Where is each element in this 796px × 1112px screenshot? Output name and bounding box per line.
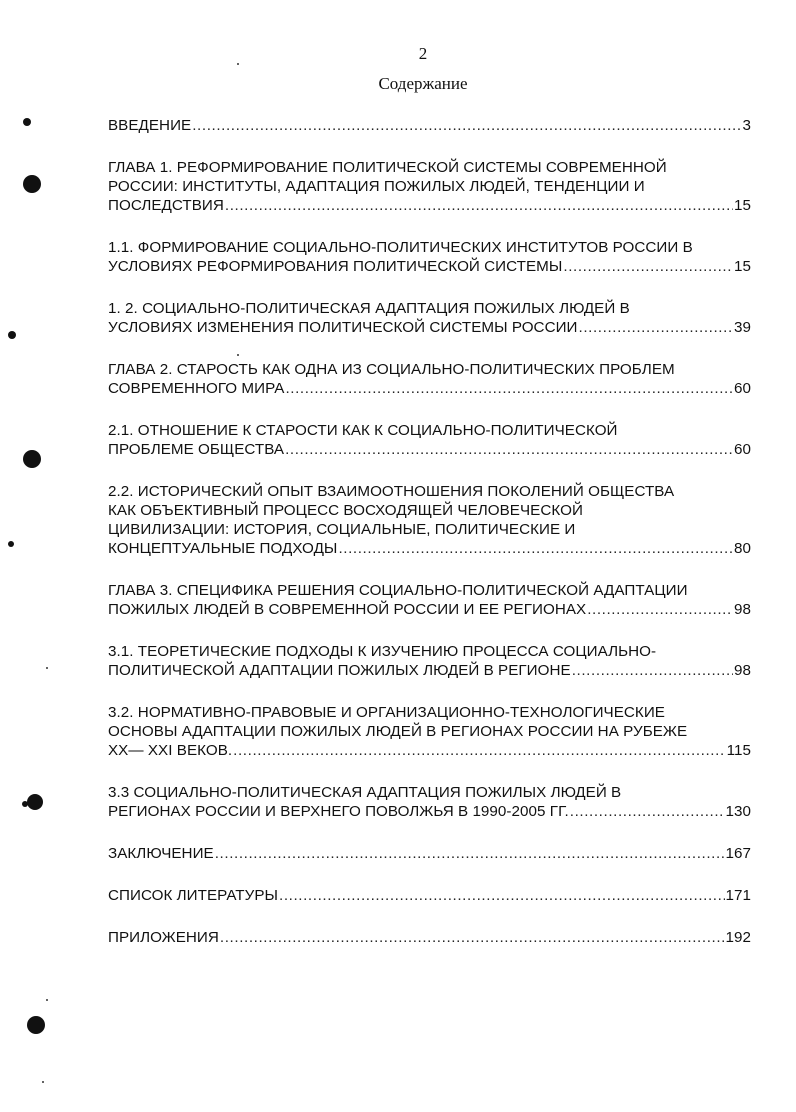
- toc-entry-last-line: [108, 379, 751, 398]
- toc-entry-title: СПИСОК ЛИТЕРАТУРЫ: [108, 887, 279, 904]
- toc-entry-title: УСЛОВИЯХ ИЗМЕНЕНИЯ ПОЛИТИЧЕСКОЙ СИСТЕМЫ РОССИИ: [108, 319, 578, 336]
- toc-entry-last-line: [108, 257, 751, 276]
- toc-entry-title: ПРОБЛЕМЕ ОБЩЕСТВА: [108, 441, 285, 458]
- dot-leader: [572, 661, 733, 680]
- toc-entry-line: 1. 2. СОЦИАЛЬНО-ПОЛИТИЧЕСКАЯ АДАПТАЦИЯ ПОЖИЛЫХ ЛЮДЕЙ В: [108, 300, 630, 317]
- punch-hole-mark: [23, 450, 41, 468]
- toc-entry-last-line: [108, 741, 751, 760]
- page-title: Содержание: [378, 74, 468, 93]
- table-of-contents: [108, 116, 751, 970]
- speck-mark: [42, 1081, 44, 1083]
- toc-entry-line: ГЛАВА 2. СТАРОСТЬ КАК ОДНА ИЗ СОЦИАЛЬНО-ПОЛИТИЧЕСКИХ ПРОБЛЕМ: [108, 361, 675, 378]
- speck-mark: [8, 331, 16, 339]
- toc-entry-last-line: [108, 928, 751, 947]
- punch-hole-mark: [23, 175, 41, 193]
- toc-entry-line: 2.2. ИСТОРИЧЕСКИЙ ОПЫТ ВЗАИМООТНОШЕНИЯ ПОКОЛЕНИЙ ОБЩЕСТВА: [108, 483, 675, 500]
- dot-leader: [563, 257, 733, 276]
- toc-entry-title: ПОЛИТИЧЕСКОЙ АДАПТАЦИИ ПОЖИЛЫХ ЛЮДЕЙ В РЕГИОНЕ: [108, 662, 571, 679]
- dot-leader: [279, 886, 724, 905]
- toc-entry-title: ПРИЛОЖЕНИЯ: [108, 929, 219, 946]
- dot-leader: [225, 196, 733, 215]
- toc-page-number: 130: [725, 803, 751, 820]
- toc-page-number: 98: [734, 601, 751, 618]
- toc-entry-last-line: [108, 116, 751, 135]
- toc-entry: [108, 844, 751, 863]
- toc-entry-line: 1.1. ФОРМИРОВАНИЕ СОЦИАЛЬНО-ПОЛИТИЧЕСКИХ ИНСТИТУТОВ РОССИИ В: [108, 239, 693, 256]
- toc-entry-line: ГЛАВА 1. РЕФОРМИРОВАНИЕ ПОЛИТИЧЕСКОЙ СИСТЕМЫ СОВРЕМЕННОЙ: [108, 159, 667, 176]
- toc-page-number: 80: [734, 540, 751, 557]
- toc-entry: [108, 783, 751, 821]
- toc-page-number: 115: [726, 742, 751, 759]
- dot-leader: [215, 844, 725, 863]
- toc-entry-line: РОССИИ: ИНСТИТУТЫ, АДАПТАЦИЯ ПОЖИЛЫХ ЛЮДЕЙ, ТЕНДЕНЦИИ И: [108, 178, 645, 195]
- toc-entry-line: 3.2. НОРМАТИВНО-ПРАВОВЫЕ И ОРГАНИЗАЦИОННО-ТЕХНОЛОГИЧЕСКИЕ: [108, 704, 665, 721]
- toc-entry-line: 3.1. ТЕОРЕТИЧЕСКИЕ ПОДХОДЫ К ИЗУЧЕНИЮ ПРОЦЕССА СОЦИАЛЬНО-: [108, 643, 657, 660]
- toc-entry-title: ПОЖИЛЫХ ЛЮДЕЙ В СОВРЕМЕННОЙ РОССИИ И ЕЕ РЕГИОНАХ: [108, 601, 587, 618]
- toc-entry-last-line: [108, 539, 751, 558]
- toc-entry-last-line: [108, 440, 751, 459]
- punch-hole-mark: [27, 794, 43, 810]
- toc-entry: [108, 299, 751, 337]
- toc-page-number: 60: [734, 380, 751, 397]
- toc-entry-title: СОВРЕМЕННОГО МИРА: [108, 380, 285, 397]
- speck-mark: [8, 541, 14, 547]
- toc-entry: [108, 928, 751, 947]
- toc-entry: [108, 703, 751, 760]
- toc-entry-title: ЗАКЛЮЧЕНИЕ: [108, 845, 214, 862]
- dot-leader: [220, 928, 725, 947]
- dot-leader: [587, 600, 733, 619]
- punch-hole-mark: [27, 1016, 45, 1034]
- toc-page-number: 15: [734, 197, 751, 214]
- toc-page-number: 167: [725, 845, 751, 862]
- toc-entry-title: ПОСЛЕДСТВИЯ: [108, 197, 224, 214]
- toc-page-number: 171: [725, 887, 751, 904]
- toc-entry-line: КАК ОБЪЕКТИВНЫЙ ПРОЦЕСС ВОСХОДЯЩЕЙ ЧЕЛОВЕЧЕСКОЙ: [108, 502, 583, 519]
- toc-entry-title: ВВЕДЕНИЕ: [108, 117, 192, 134]
- dot-leader: [233, 741, 725, 760]
- toc-page-number: 39: [734, 319, 751, 336]
- dot-leader: [285, 379, 733, 398]
- toc-entry-line: ГЛАВА 3. СПЕЦИФИКА РЕШЕНИЯ СОЦИАЛЬНО-ПОЛИТИЧЕСКОЙ АДАПТАЦИИ: [108, 582, 688, 599]
- toc-entry: [108, 238, 751, 276]
- page-number: 2: [418, 44, 428, 63]
- toc-entry-last-line: [108, 802, 751, 821]
- toc-entry: [108, 886, 751, 905]
- dot-leader: [579, 318, 733, 337]
- toc-entry: [108, 158, 751, 215]
- toc-entry-line: ОСНОВЫ АДАПТАЦИИ ПОЖИЛЫХ ЛЮДЕЙ В РЕГИОНАХ РОССИИ НА РУБЕЖЕ: [108, 723, 688, 740]
- toc-page-number: 60: [734, 441, 751, 458]
- dot-leader: [338, 539, 733, 558]
- toc-entry: [108, 482, 751, 558]
- toc-entry-last-line: [108, 844, 751, 863]
- toc-entry-last-line: [108, 661, 751, 680]
- toc-page-number: 98: [734, 662, 751, 679]
- speck-mark: [46, 667, 48, 669]
- dot-leader: [192, 116, 741, 135]
- toc-entry: [108, 116, 751, 135]
- toc-entry-title: РЕГИОНАХ РОССИИ И ВЕРХНЕГО ПОВОЛЖЬЯ В 1990-2005 ГГ.: [108, 803, 569, 820]
- dot-leader: [570, 802, 725, 821]
- dot-leader: [285, 440, 733, 459]
- toc-entry: [108, 360, 751, 398]
- toc-entry-last-line: [108, 318, 751, 337]
- toc-entry-title: XX— XXI ВЕКОВ.: [108, 742, 233, 759]
- toc-page-number: 3: [742, 117, 751, 134]
- toc-entry-last-line: [108, 196, 751, 215]
- speck-mark: [22, 801, 28, 807]
- toc-entry: [108, 581, 751, 619]
- toc-entry: [108, 642, 751, 680]
- toc-entry: [108, 421, 751, 459]
- toc-page-number: 15: [734, 258, 751, 275]
- speck-mark: [23, 118, 31, 126]
- toc-entry-line: 3.3 СОЦИАЛЬНО-ПОЛИТИЧЕСКАЯ АДАПТАЦИЯ ПОЖИЛЫХ ЛЮДЕЙ В: [108, 784, 622, 801]
- toc-page-number: 192: [725, 929, 751, 946]
- toc-entry-title: УСЛОВИЯХ РЕФОРМИРОВАНИЯ ПОЛИТИЧЕСКОЙ СИСТЕМЫ: [108, 258, 563, 275]
- toc-entry-last-line: [108, 886, 751, 905]
- toc-entry-line: ЦИВИЛИЗАЦИИ: ИСТОРИЯ, СОЦИАЛЬНЫЕ, ПОЛИТИЧЕСКИЕ И: [108, 521, 576, 538]
- speck-mark: [46, 999, 48, 1001]
- toc-entry-line: 2.1. ОТНОШЕНИЕ К СТАРОСТИ КАК К СОЦИАЛЬНО-ПОЛИТИЧЕСКОЙ: [108, 422, 618, 439]
- toc-entry-last-line: [108, 600, 751, 619]
- toc-entry-title: КОНЦЕПТУАЛЬНЫЕ ПОДХОДЫ: [108, 540, 338, 557]
